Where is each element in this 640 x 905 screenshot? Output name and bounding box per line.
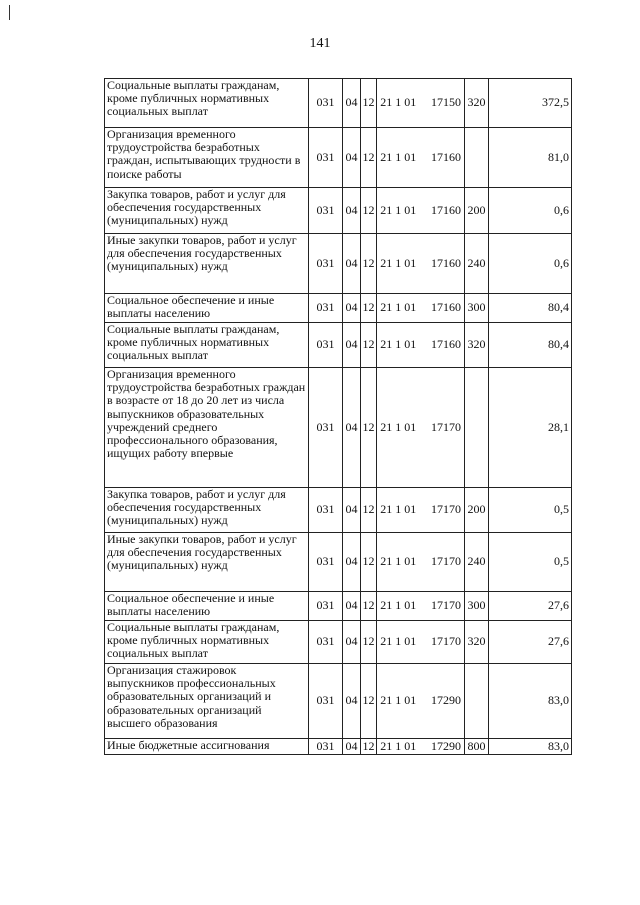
expense-type-code: 200 [465,488,489,533]
expense-name: Социальные выплаты гражданам, кроме публичных нормативных социальных выплат [105,323,309,368]
table-row [105,664,572,739]
admin-code: 031 [309,488,343,533]
expense-name: Организация временного трудоустройства безработных граждан в возрасте от 18 до 20 лет из числа выпускников образовательных учреждений среднего профессионального образования, ищущих работу впервые [105,368,309,488]
target-program-code: 21 1 01 [377,79,420,128]
amount: 27,6 [489,621,572,664]
target-program-code: 21 1 01 [377,621,420,664]
expense-name: Социальные выплаты гражданам, кроме публичных нормативных социальных выплат [105,79,309,128]
table-row [105,128,572,188]
target-program-code: 21 1 01 [377,188,420,234]
admin-code: 031 [309,368,343,488]
target-article-code: 17170 [420,592,465,621]
target-program-code: 21 1 01 [377,323,420,368]
section-code: 04 [343,592,361,621]
expense-type-code: 300 [465,592,489,621]
expense-type-code: 320 [465,323,489,368]
section-code: 04 [343,621,361,664]
table-row [105,739,572,755]
table-row [105,488,572,533]
target-program-code: 21 1 01 [377,533,420,592]
table-row [105,533,572,592]
amount: 28,1 [489,368,572,488]
section-code: 04 [343,664,361,739]
target-article-code: 17170 [420,533,465,592]
table-row [105,621,572,664]
subsection-code: 12 [361,234,377,294]
admin-code: 031 [309,621,343,664]
section-code: 04 [343,188,361,234]
section-code: 04 [343,368,361,488]
section-code: 04 [343,234,361,294]
expense-type-code: 320 [465,79,489,128]
table-row [105,234,572,294]
amount: 83,0 [489,664,572,739]
admin-code: 031 [309,533,343,592]
table-row [105,323,572,368]
section-code: 04 [343,128,361,188]
expense-name: Иные закупки товаров, работ и услуг для обеспечения государственных (муниципальных) нужд [105,533,309,592]
expense-type-code: 200 [465,188,489,234]
target-program-code: 21 1 01 [377,234,420,294]
target-program-code: 21 1 01 [377,592,420,621]
subsection-code: 12 [361,592,377,621]
table-row [105,294,572,323]
section-code: 04 [343,488,361,533]
admin-code: 031 [309,592,343,621]
expense-name: Социальное обеспечение и иные выплаты населению [105,294,309,323]
admin-code: 031 [309,128,343,188]
amount: 372,5 [489,79,572,128]
target-article-code: 17290 [420,664,465,739]
expense-name: Социальные выплаты гражданам, кроме публичных нормативных социальных выплат [105,621,309,664]
budget-table [104,78,572,755]
section-code: 04 [343,739,361,755]
subsection-code: 12 [361,664,377,739]
page-number: 141 [309,36,331,51]
target-article-code: 17160 [420,234,465,294]
admin-code: 031 [309,79,343,128]
expense-name: Социальное обеспечение и иные выплаты населению [105,592,309,621]
subsection-code: 12 [361,79,377,128]
section-code: 04 [343,294,361,323]
target-program-code: 21 1 01 [377,128,420,188]
expense-name: Иные бюджетные ассигнования [105,739,309,755]
table-row [105,79,572,128]
admin-code: 031 [309,664,343,739]
amount: 0,6 [489,234,572,294]
expense-type-code: 240 [465,533,489,592]
target-program-code: 21 1 01 [377,664,420,739]
amount: 27,6 [489,592,572,621]
section-code: 04 [343,79,361,128]
admin-code: 031 [309,188,343,234]
target-program-code: 21 1 01 [377,368,420,488]
budget-table-body [105,79,572,755]
subsection-code: 12 [362,738,375,753]
subsection-code: 12 [361,323,377,368]
expense-type-code: 300 [465,294,489,323]
expense-type-code [465,664,489,739]
section-code: 04 [343,533,361,592]
target-article-code: 17160 [420,294,465,323]
admin-code: 031 [309,294,343,323]
admin-code: 031 [309,323,343,368]
target-article-code: 17290 [420,739,465,755]
subsection-code: 12 [361,368,377,488]
expense-name: Организация стажировок выпускников профессиональных образовательных организаций и образовательных организаций высшего образования [105,664,309,739]
expense-name: Закупка товаров, работ и услуг для обеспечения государственных (муниципальных) нужд [105,188,309,234]
scan-edge-mark [9,5,10,20]
target-article-code: 17170 [420,488,465,533]
section-code: 04 [343,323,361,368]
amount: 0,5 [489,488,572,533]
target-article-code: 17160 [420,128,465,188]
expense-type-code [465,368,489,488]
subsection-code: 12 [361,533,377,592]
subsection-code: 12 [361,128,377,188]
amount: 80,4 [489,323,572,368]
subsection-code: 12 [361,294,377,323]
amount: 80,4 [489,294,572,323]
table-row [105,188,572,234]
target-article-code: 17160 [420,323,465,368]
expense-type-code [465,128,489,188]
subsection-code: 12 [361,621,377,664]
expense-type-code: 240 [465,234,489,294]
expense-name: Иные закупки товаров, работ и услуг для обеспечения государственных (муниципальных) нужд [105,234,309,294]
target-program-code: 21 1 01 [377,294,420,323]
target-article-code: 17150 [420,79,465,128]
amount: 0,5 [489,533,572,592]
amount: 81,0 [489,128,572,188]
table-row [105,368,572,488]
subsection-code: 12 [361,188,377,234]
target-article-code: 17160 [420,188,465,234]
expense-type-code: 320 [465,621,489,664]
amount: 0,6 [489,188,572,234]
table-row [105,592,572,621]
target-program-code: 21 1 01 [377,488,420,533]
target-article-code: 17170 [420,621,465,664]
expense-name: Организация временного трудоустройства безработных граждан, испытывающих трудности в поиске работы [105,128,309,188]
subsection-code: 12 [361,488,377,533]
amount: 83,0 [489,739,572,755]
target-program-code: 21 1 01 [377,739,420,755]
admin-code: 031 [309,234,343,294]
target-article-code: 17170 [420,368,465,488]
expense-type-code: 800 [465,739,489,755]
admin-code: 031 [309,739,343,755]
expense-name: Закупка товаров, работ и услуг для обеспечения государственных (муниципальных) нужд [105,488,309,533]
